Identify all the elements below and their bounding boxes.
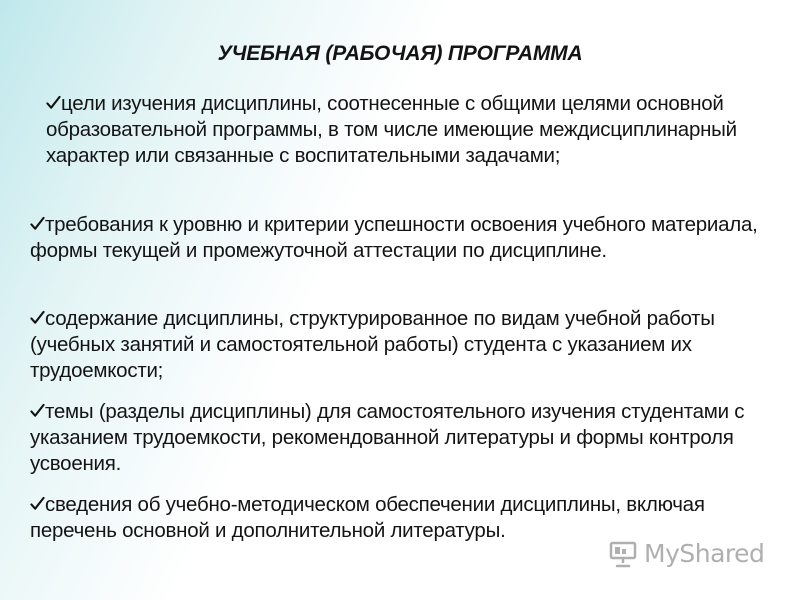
list-item [30,212,770,264]
watermark-logo [608,537,768,573]
list-item-text: цели изучения дисциплины, соотнесенные с общими целями основной образовательной программы, в том числе имеющие междисциплинарный характер или связанные с воспитательными задачами; [46,92,737,167]
list-item-text: содержание дисциплины, структурированное по видам учебной работы (учебных занятий и самостоятельной работы) студента с указанием их трудоемкости; [30,307,715,382]
watermark-text: MyShared [644,539,765,568]
checkmark-icon [30,496,45,512]
list-item [30,399,780,477]
presentation-board-icon [608,539,638,569]
checkmark-icon [46,95,61,111]
checkmark-icon [30,310,45,326]
list-item [30,306,770,384]
list-item-text: требования к уровню и критерии успешности освоения учебного материала, формы текущей и промежуточной аттестации по дисциплине. [30,213,758,262]
list-item-text: темы (разделы дисциплины) для самостоятельного изучения студентами с указанием трудоемкости, рекомендованной литературы и формы контроля усвоения. [30,400,745,475]
list-item-text: сведения об учебно-методическом обеспечении дисциплины, включая перечень основной и дополнительной литературы. [30,493,705,542]
list-item [46,91,766,169]
checkmark-icon [30,216,45,232]
checkmark-icon [30,403,45,419]
slide-title: УЧЕБНАЯ (РАБОЧАЯ) ПРОГРАММА [217,42,583,65]
